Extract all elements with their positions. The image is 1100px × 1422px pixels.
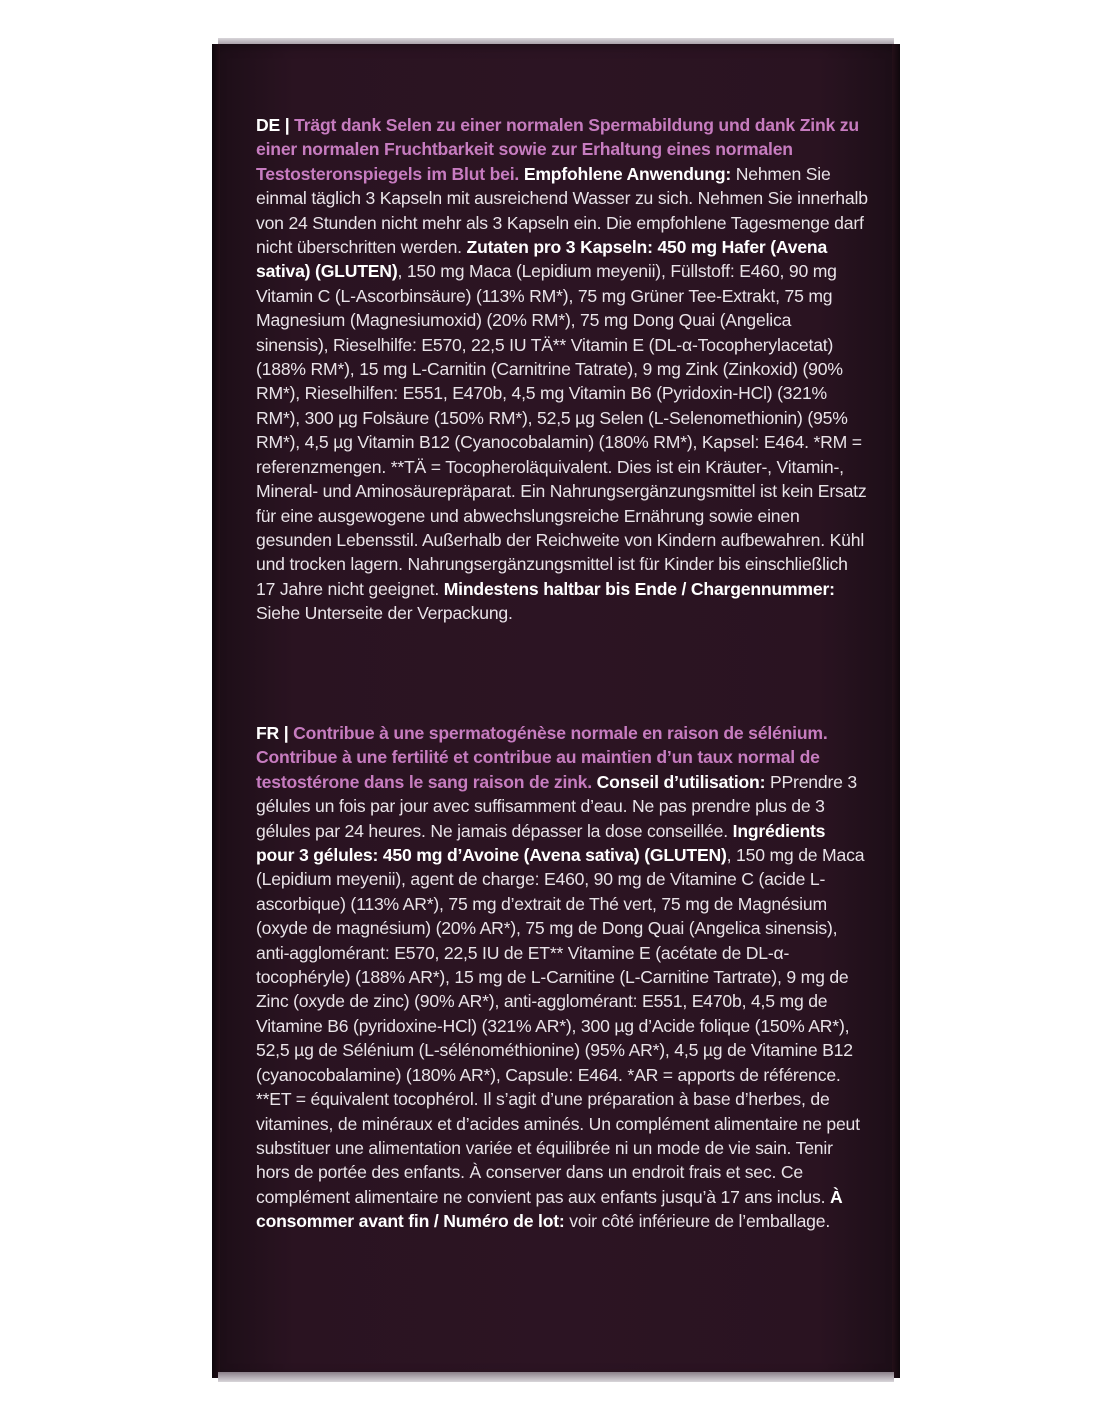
package-right-edge [892, 44, 900, 1378]
usage-label: Empfohlene Anwendung: [523, 163, 732, 184]
best-before-text: Siehe Unterseite der Verpackung. [256, 603, 513, 624]
health-claim: Contribue à une spermatogénèse normale en raison de sélénium. Contribue à une fertilité et contribue au maintien d’un taux normal de testostérone dans le sang raison de zink. [256, 723, 828, 792]
package-bottom-edge [218, 1372, 894, 1382]
ingredients-text: , 150 mg Maca (Lepidium meyenii), Füllstoff: E460, 90 mg Vitamin C (L-Ascorbinsäure) (113% RM*), 75 mg Grüner Tee-Extrakt, 75 mg Magnesium (Magnesiumoxid) (20% RM*), 75 mg Dong Quai (Angelica sinensis), Rieselhilfe: E570, 22,5 IU TÄ** Vitamin E (DL-α-Tocopherylacetat) (188% RM*), 15 mg L-Carnitin (Carnitrine Tatrate), 9 mg Zink (Zinkoxid) (90% RM*), Rieselhilfen: E551, E470b, 4,5 mg Vitamin B6 (Pyridoxin-HCl) (321% RM*), 300 µg Folsäure (150% RM*), 52,5 µg Selen (L-Selenomethionin) (95% RM*), 4,5 µg Vitamin B12 (Cyanocobalamin) (180% RM*), Kapsel: E464. *RM = referenzmengen. **TÄ = Tocopheroläquivalent. Dies ist ein Kräuter-, Vitamin-, Mineral- und Aminosäurepräparat. Ein Nahrungsergänzungsmittel ist kein Ersatz für eine ausgewogene und abwechslungsreiche Ernährung sowie einen gesunden Lebensstil. Außerhalb der Reichweite von Kindern aufbewahren. Kühl und trocken lagern. Nahrungsergänzungsmittel ist für Kinder bis einschließlich 17 Jahre nicht geeignet. [256, 261, 867, 599]
best-before-label: À consommer avant fin / Numéro de lot: [256, 1186, 843, 1232]
health-claim: Trägt dank Selen zu einer normalen Spermabildung und dank Zink zu einer normalen Fruchtbarkeit sowie zur Erhaltung eines normalen Testosteronspiegels im Blut bei. [256, 115, 859, 184]
label-text-french [256, 721, 868, 1234]
best-before-text: voir côté inférieure de l’emballage. [569, 1211, 831, 1232]
package-left-edge [212, 44, 220, 1378]
label-text-german [256, 113, 868, 626]
usage-text: Nehmen Sie einmal täglich 3 Kapseln mit ausreichend Wasser zu sich. Nehmen Sie innerhalb von 24 Stunden nicht mehr als 3 Kapseln ein. Die empfohlene Tagesmenge darf nicht überschritten werden. [256, 163, 868, 258]
ingredients-label: Ingrédients pour 3 gélules: 450 mg d’Avoine (Avena sativa) (GLUTEN) [256, 820, 826, 866]
language-code: FR | [256, 723, 289, 743]
best-before-label: Mindestens haltbar bis Ende / Chargennummer: [443, 578, 835, 599]
usage-label: Conseil d’utilisation: [596, 771, 766, 792]
language-code: DE | [256, 115, 290, 135]
ingredients-label: Zutaten pro 3 Kapseln: 450 mg Hafer (Avena sativa) (GLUTEN) [256, 237, 828, 282]
usage-text: PPrendre 3 gélules un fois par jour avec suffisamment d’eau. Ne pas prendre plus de 3 gélules par 24 heures. Ne jamais dépasser la dose conseillée. [256, 771, 857, 841]
ingredients-text: , 150 mg de Maca (Lepidium meyenii), agent de charge: E460, 90 mg de Vitamine C (acide L-ascorbique) (113% AR*), 75 mg d’extrait de Thé vert, 75 mg de Magnésium (oxyde de magnésium) (20% AR*), 75 mg de Dong Quai (Angelica sinensis), anti-agglomérant: E570, 22,5 IU de ET** Vitamine E (acétate de DL-α-tocophéryle) (188% AR*), 15 mg de L-Carnitine (L-Carnitine Tartrate), 9 mg de Zinc (oxyde de zinc) (90% AR*), anti-agglomérant: E551, E470b, 4,5 mg de Vitamine B6 (pyridoxine-HCl) (321% AR*), 300 µg d’Acide folique (150% AR*), 52,5 µg de Sélénium (L-sélénométhionine) (95% AR*), 4,5 µg de Vitamine B12 (cyanocobalamine) (180% AR*), Capsule: E464. *AR = apports de référence. **ET = équivalent tocophérol. Il s’agit d’une préparation à base d’herbes, de vitamines, de minéraux et d’acides aminés. Un complément alimentaire ne peut substituer une alimentation variée et équilibrée ni un mode de vie sain. Tenir hors de portée des enfants. À conserver dans un endroit frais et sec. Ce complément alimentaire ne convient pas aux enfants jusqu’à 17 ans inclus. [256, 845, 865, 1207]
